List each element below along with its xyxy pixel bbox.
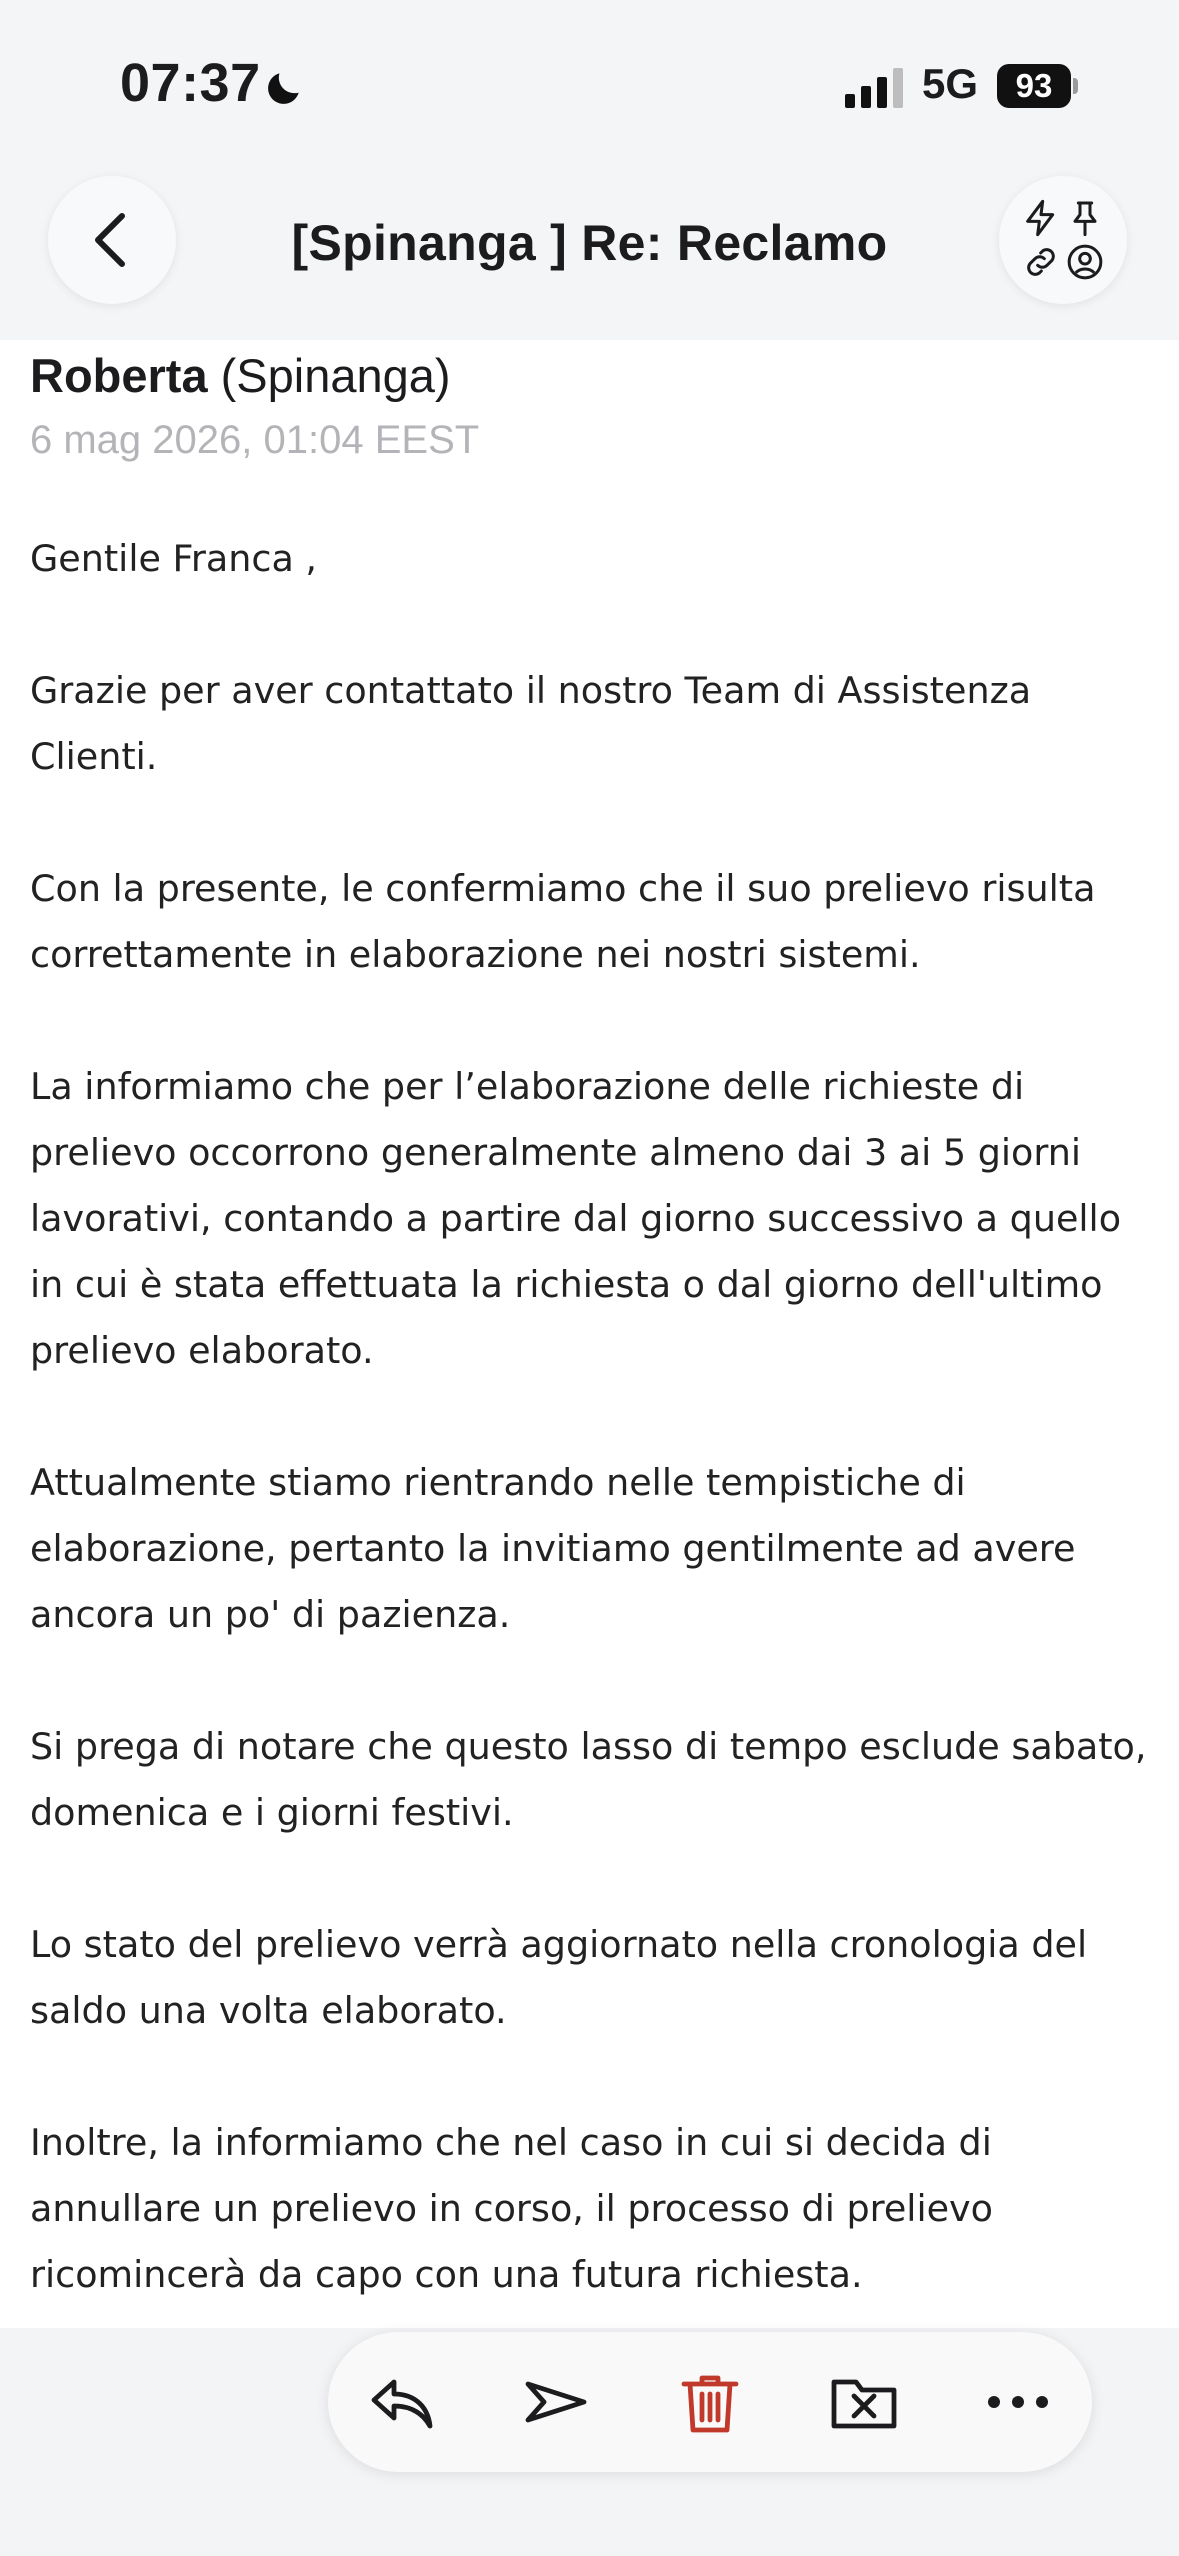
archive-x-icon [828,2366,900,2438]
reply-icon [366,2366,438,2438]
body-paragraph: Attualmente stiamo rientrando nelle tempistiche di elaborazione, pertanto la invitiamo gentilmente ad avere ancora un po' di pazienza. [30,1461,1076,1636]
forward-button[interactable] [516,2362,596,2442]
forward-icon [520,2366,592,2438]
message-toolbar [328,2332,1092,2472]
move-folder-button[interactable] [824,2362,904,2442]
quick-actions-button[interactable] [999,176,1127,304]
signal-icon [845,68,905,108]
trash-icon [674,2366,746,2438]
page-title: [Spinanga ] Re: Reclamo [291,215,888,271]
bolt-icon [1021,198,1061,238]
user-circle-icon [1065,242,1105,282]
battery-level: 93 [1015,67,1053,104]
body-paragraph: Lo stato del prelievo verrà aggiornato nella cronologia del saldo una volta elaborato. [30,1923,1088,2032]
status-bar [0,0,1179,170]
pin-icon [1065,198,1105,238]
message-body [30,526,1150,2374]
battery-indicator [997,64,1071,108]
more-button[interactable] [978,2362,1058,2442]
body-paragraph: Si prega di notare che questo lasso di tempo esclude sabato, domenica e i giorni festivi. [30,1725,1147,1834]
body-paragraph: La informiamo che per l’elaborazione delle richieste di prelievo occorrono generalmente almeno dai 3 ai 5 giorni lavorativi, contando a partire dal giorno successivo a quello in cui è stata effettuata la richiesta o dal giorno dell'ultimo prelievo elaborato. [30,1065,1122,1372]
body-paragraph: Grazie per aver contattato il nostro Team di Assistenza Clienti. [30,669,1032,778]
message-date: 6 mag 2026, 01:04 EEST [30,418,480,462]
body-paragraph: Gentile Franca , [30,537,318,580]
message-header [0,170,1179,340]
quick-actions-grid [1021,198,1105,282]
reply-button[interactable] [362,2362,442,2442]
status-time: 07:37 [120,53,261,113]
body-paragraph: Con la presente, le confermiamo che il suo prelievo risulta correttamente in elaborazione nei nostri sistemi. [30,867,1096,976]
chevron-left-icon [88,210,136,270]
battery-tip [1073,78,1078,94]
sender-name: Roberta [30,349,208,402]
back-button[interactable] [48,176,176,304]
body-paragraph: Inoltre, la informiamo che nel caso in cui si decida di annullare un prelievo in corso, il processo di prelievo ricomincerà da capo con una futura richiesta. [30,2121,993,2296]
delete-button[interactable] [670,2362,750,2442]
moon-icon [262,66,306,110]
network-label: 5G [922,60,979,107]
sender[interactable] [30,348,451,403]
more-icon [982,2366,1054,2438]
sender-org: (Spinanga) [220,349,451,402]
link-icon [1021,242,1061,282]
